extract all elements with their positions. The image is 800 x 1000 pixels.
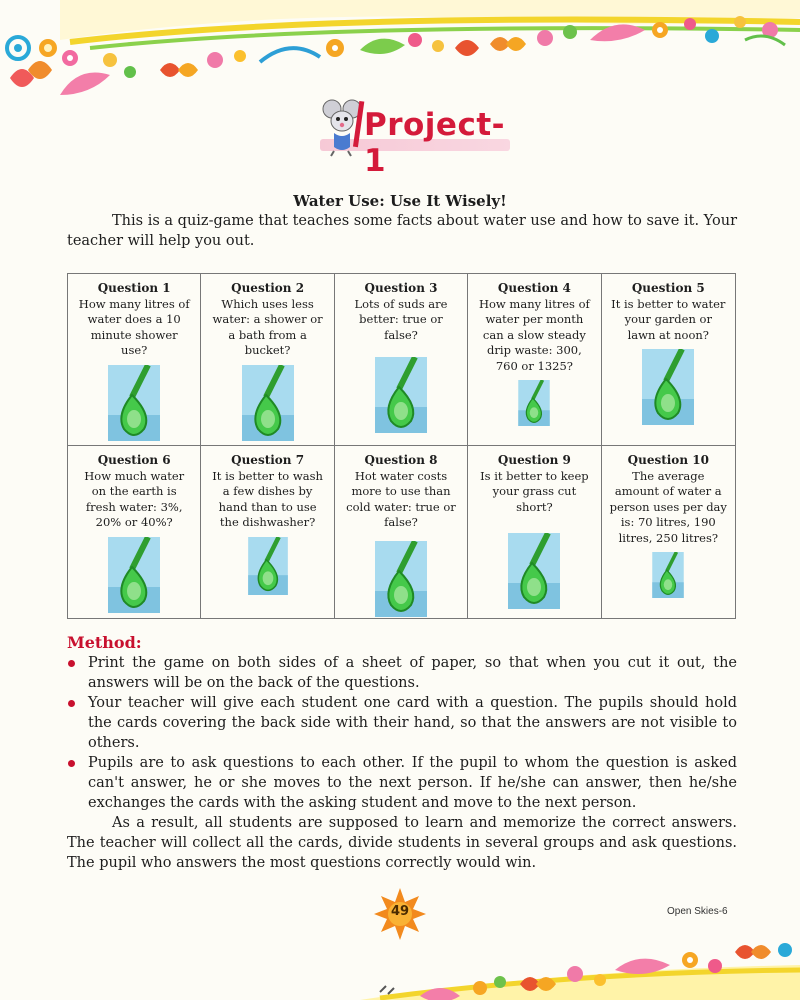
question-text: It is better to water your garden or lawn at noon? [611,296,726,342]
project-title-banner [318,95,518,179]
water-drop-on-leaf-icon [248,537,288,595]
method-item-text: Pupils are to ask questions to each other. If the pupil to whom the question is asked can't answer, he or she moves to the next person. If he/she can answer, then he/she exchanges the cards with the asking student and move to the next person. [88,755,737,811]
question-text: Which uses less water: a shower or a bath from a bucket? [212,296,323,357]
quiz-card [68,274,201,446]
method-list [67,653,737,813]
water-drop-on-leaf-icon [651,552,685,598]
quiz-card [335,446,468,618]
question-title: Question 3 [364,281,438,295]
method-list-item [67,653,737,693]
quiz-card [201,446,334,618]
question-title: Question 8 [364,453,438,467]
question-title: Question 4 [497,281,571,295]
water-drop-on-leaf-icon [108,365,160,441]
question-title: Question 6 [97,453,171,467]
quiz-card [468,274,601,446]
water-drop-on-leaf-icon [242,365,294,441]
question-text: It is better to wash a few dishes by hand than to use the dishwasher? [212,468,323,529]
quiz-card-grid [67,273,736,619]
method-heading: Method: [67,633,142,652]
quiz-card [468,446,601,618]
bullet-icon [68,700,75,707]
quiz-card [68,446,201,618]
mouse-with-pencil-icon [318,95,366,157]
page-number: 49 [390,904,410,919]
bullet-icon [68,760,75,767]
water-drop-on-leaf-icon [375,357,427,433]
method-item-text: Your teacher will give each student one card with a question. The pupils should hold the cards covering the back side with their hand, so that the answers are not visible to others. [88,695,737,751]
page-number-badge [372,886,428,942]
book-name: Open Skies-6 [667,906,728,917]
question-text: How many litres of water per month can a slow steady drip waste: 300, 760 or 1325? [478,296,590,373]
quiz-card [335,274,468,446]
intro-paragraph: This is a quiz-game that teaches some facts about water use and how to save it. Your teacher will help you out. [67,213,737,249]
activity-subtitle: Water Use: Use It Wisely! [293,192,507,210]
water-drop-on-leaf-icon [108,537,160,613]
water-drop-on-leaf-icon [517,380,551,426]
water-drop-on-leaf-icon [642,349,694,425]
question-title: Question 9 [497,453,571,467]
question-title: Question 5 [631,281,705,295]
top-floral-decoration [0,0,800,110]
page-title: Project-1 [364,107,506,179]
closing-paragraph: As a result, all students are supposed to learn and memorize the correct answers. The teacher will collect all the cards, divide students in several groups and ask questions. The pupil who answers the most questions correctly would win. [67,815,737,871]
question-title: Question 2 [231,281,305,295]
question-text: Lots of suds are better: true or false? [354,296,448,342]
question-text: Hot water costs more to use than cold water: true or false? [346,468,456,529]
question-text: How many litres of water does a 10 minute shower use? [78,296,190,357]
method-list-item [67,693,737,753]
method-item-text: Print the game on both sides of a sheet of paper, so that when you cut it out, the answers will be on the back of the questions. [88,655,737,691]
method-list-item [67,753,737,813]
water-drop-on-leaf-icon [375,541,427,617]
question-title: Question 1 [97,281,171,295]
bullet-icon [68,660,75,667]
question-title: Question 10 [627,453,709,467]
question-title: Question 7 [231,453,305,467]
question-text: How much water on the earth is fresh water: 3%, 20% or 40%? [84,468,185,529]
question-text: Is it better to keep your grass cut short? [480,468,589,514]
quiz-card [602,446,735,618]
quiz-card [201,274,334,446]
quiz-card [602,274,735,446]
question-text: The average amount of water a person uses per day is: 70 litres, 190 litres, 250 litres? [609,468,727,545]
water-drop-on-leaf-icon [508,533,560,609]
